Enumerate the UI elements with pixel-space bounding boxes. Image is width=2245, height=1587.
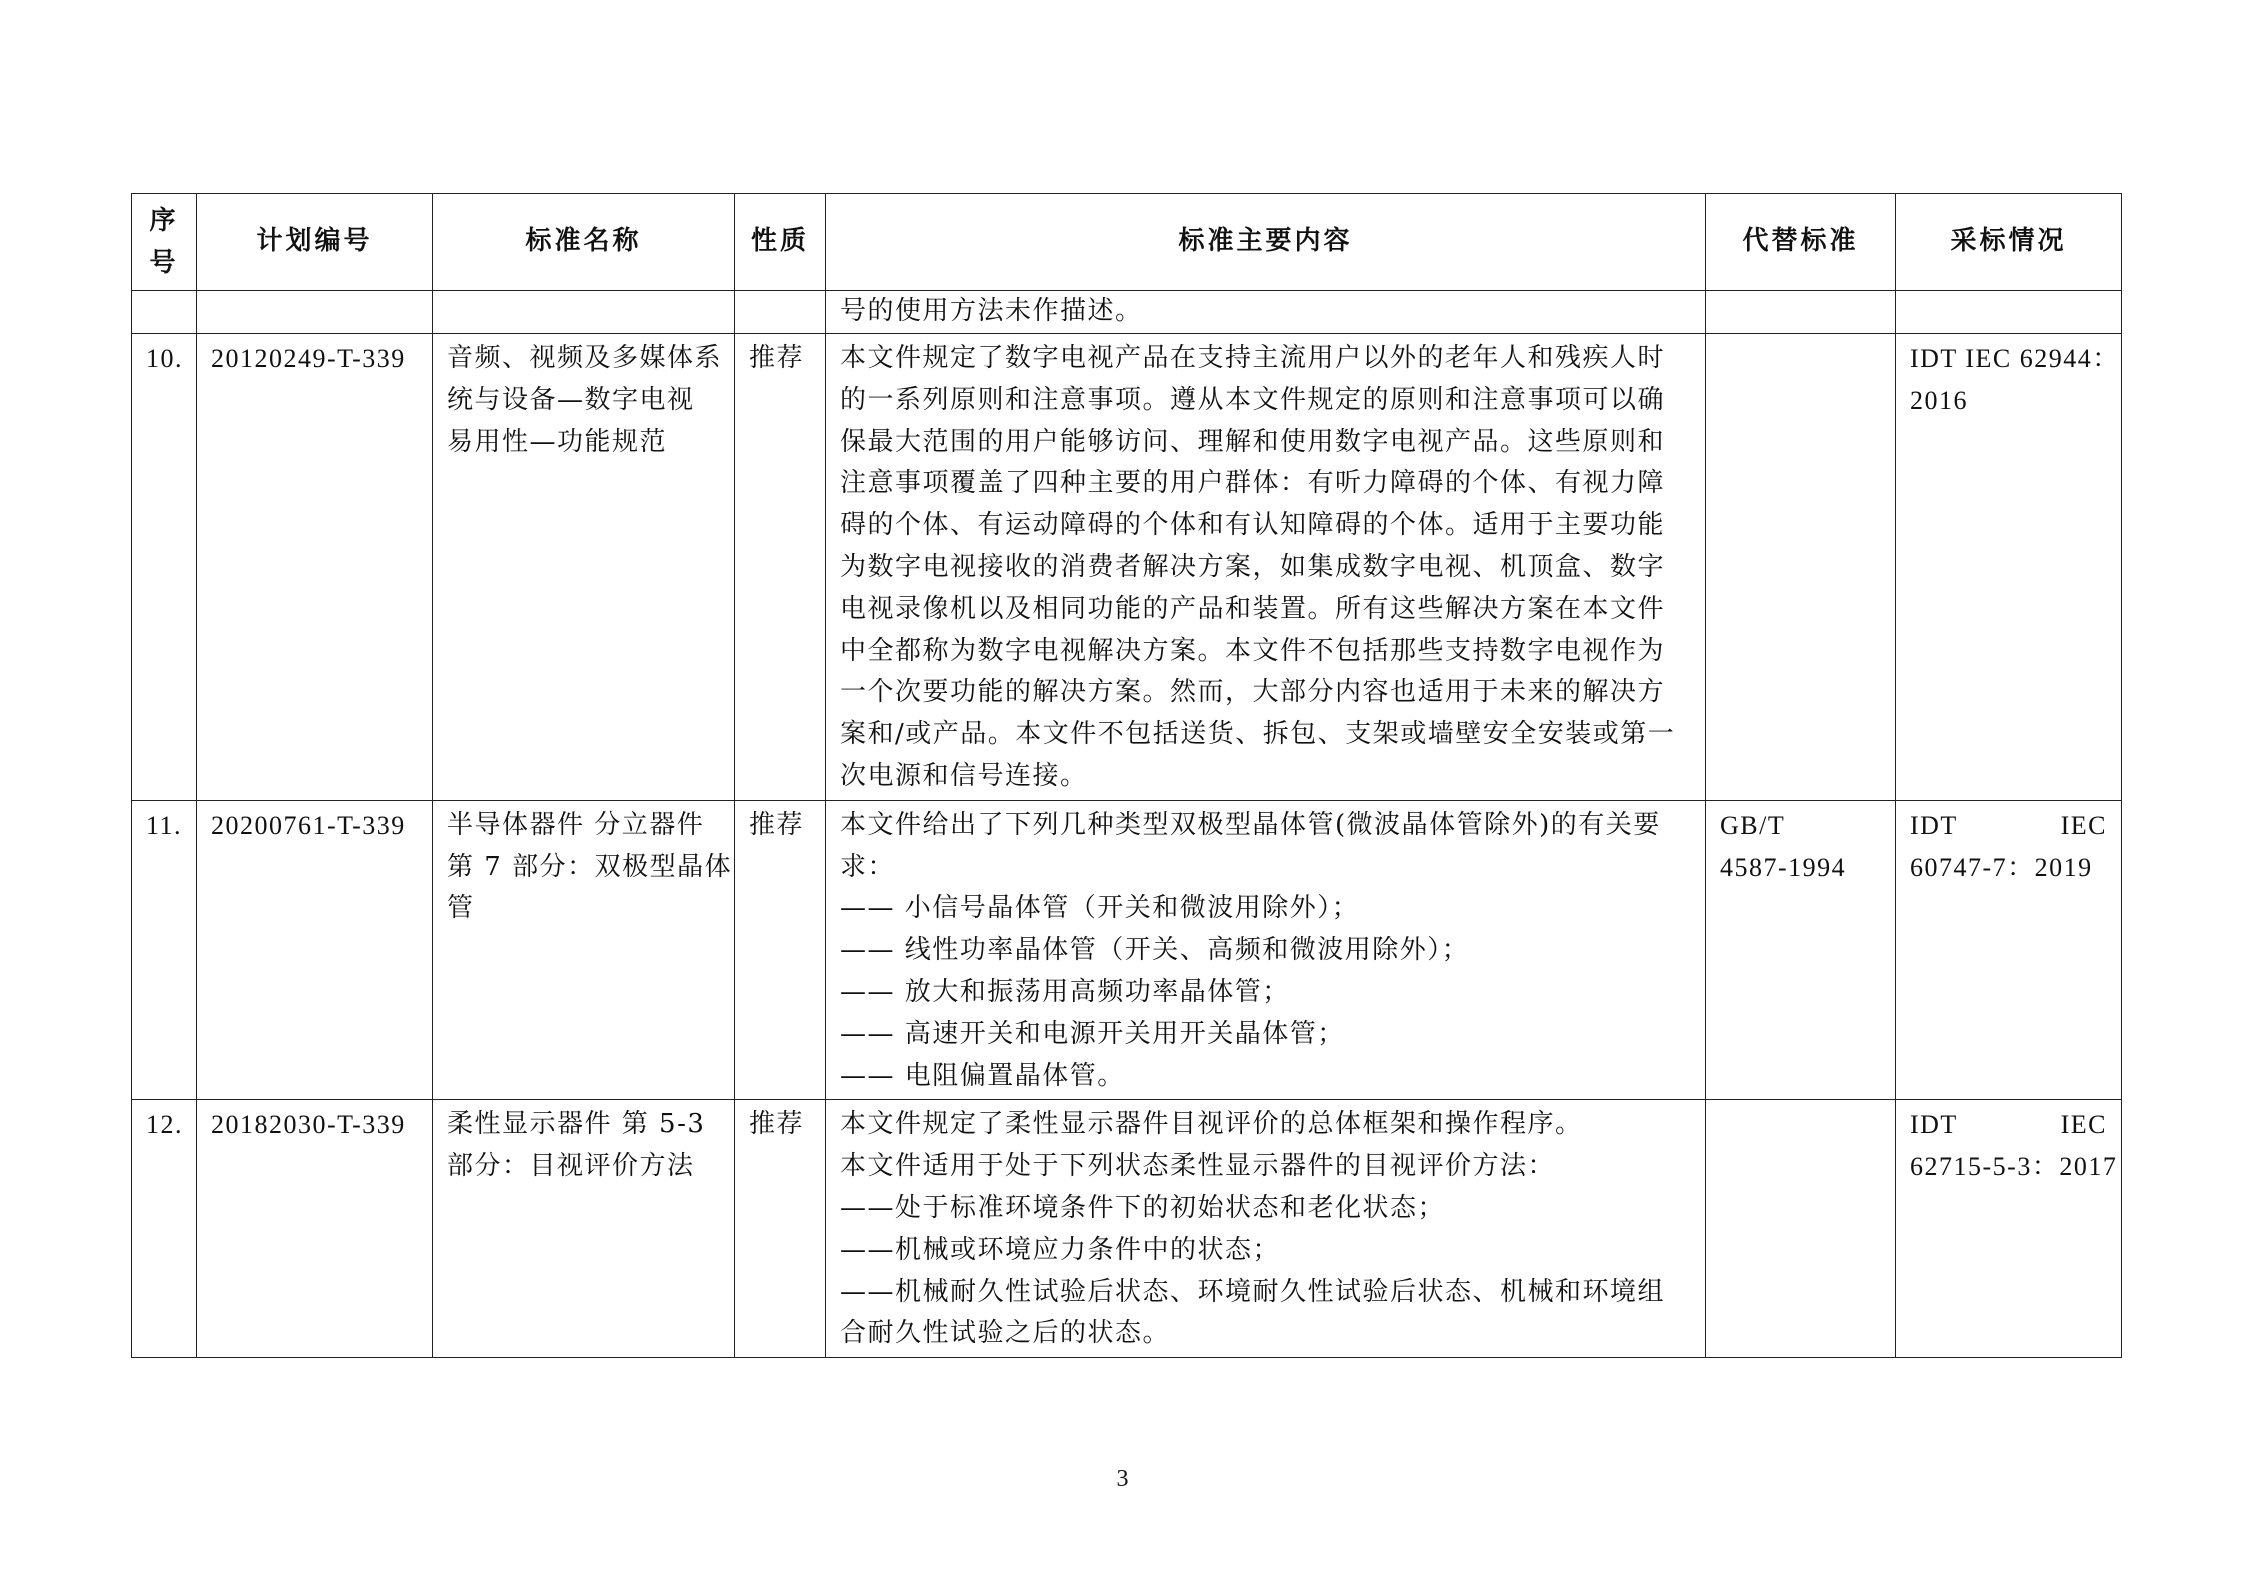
header-adoption: 采标情况 xyxy=(1896,194,2122,291)
table-row xyxy=(132,800,2122,1100)
cell-replaces xyxy=(1706,334,1896,801)
cell-adoption-line xyxy=(1910,1104,2107,1146)
adoption-word: IEC xyxy=(2060,1110,2107,1140)
cell-replaces-line: 4587-1994 xyxy=(1720,852,1847,882)
cell-name-line: 柔性显示器件 第 5-3 xyxy=(447,1109,706,1140)
cell-content-line: 一个次要功能的解决方案。然而，大部分内容也适用于未来的解决方 xyxy=(840,677,1666,708)
cell-content-line: 求： xyxy=(840,851,896,882)
cell-seq: 12. xyxy=(132,1100,197,1358)
cell-plan-no: 20200761-T-339 xyxy=(197,800,433,1100)
cell-content-line: ——机械或环境应力条件中的状态； xyxy=(840,1234,1281,1265)
cell-content-line: 本文件规定了柔性显示器件目视评价的总体框架和操作程序。 xyxy=(840,1109,1583,1140)
cell-seq: 11. xyxy=(132,800,197,1100)
table-row xyxy=(132,1100,2122,1358)
cell-content-line: —— 电阻偏置晶体管。 xyxy=(840,1060,1125,1091)
header-seq xyxy=(132,194,197,291)
adoption-word: IDT xyxy=(1910,810,1958,840)
cell-name-line: 第 7 部分：双极型晶体 xyxy=(447,851,733,882)
cell-content-line: 本文件适用于处于下列状态柔性显示器件的目视评价方法： xyxy=(840,1151,1556,1182)
page-number: 3 xyxy=(1116,1466,1129,1492)
cell-name xyxy=(433,334,735,801)
cell-seq: 10. xyxy=(132,334,197,801)
table-body xyxy=(132,291,2122,1358)
cell-name-line: 管 xyxy=(447,893,475,924)
cell-adoption xyxy=(1896,291,2122,334)
cell-adoption-line: 60747-7：2019 xyxy=(1910,852,2093,882)
cell-content-line: 案和/或产品。本文件不包括送货、拆包、支架或墙壁安全安装或第一 xyxy=(840,719,1676,750)
cell-content-line: 注意事项覆盖了四种主要的用户群体：有听力障碍的个体、有视力障 xyxy=(840,468,1666,499)
cell-content-line: 电视录像机以及相同功能的产品和装置。所有这些解决方案在本文件 xyxy=(840,593,1666,624)
cell-content: 号的使用方法未作描述。 xyxy=(826,291,1706,334)
cell-name xyxy=(433,800,735,1100)
cell-content-line: 中全都称为数字电视解决方案。本文件不包括那些支持数字电视作为 xyxy=(840,635,1666,666)
cell-content xyxy=(826,334,1706,801)
cell-name xyxy=(433,1100,735,1358)
adoption-word: IEC xyxy=(2060,810,2107,840)
cell-plan-no: 20120249-T-339 xyxy=(197,334,433,801)
cell-name-line: 音频、视频及多媒体系 xyxy=(447,343,723,373)
header-plan-no: 计划编号 xyxy=(197,194,433,291)
cell-plan-no: 20182030-T-339 xyxy=(197,1100,433,1358)
cell-content-line: 保最大范围的用户能够访问、理解和使用数字电视产品。这些原则和 xyxy=(840,426,1666,457)
cell-name-line: 统与设备—数字电视 xyxy=(447,384,695,415)
header-seq-char-2: 号 xyxy=(149,248,179,278)
cell-content xyxy=(826,1100,1706,1358)
header-content: 标准主要内容 xyxy=(826,194,1706,291)
cell-content-line: —— 放大和振荡用高频功率晶体管； xyxy=(840,976,1290,1007)
cell-content-line: 合耐久性试验之后的状态。 xyxy=(840,1318,1171,1349)
cell-adoption xyxy=(1896,1100,2122,1358)
header-name: 标准名称 xyxy=(433,194,735,291)
cell-content-line: 为数字电视接收的消费者解决方案，如集成数字电视、机顶盒、数字 xyxy=(840,551,1666,582)
cell-content-line: —— 高速开关和电源开关用开关晶体管； xyxy=(840,1018,1345,1049)
header-row xyxy=(132,194,2122,291)
header-nature: 性质 xyxy=(735,194,826,291)
cell-adoption xyxy=(1896,800,2122,1100)
cell-replaces-line: GB/T xyxy=(1720,810,1786,840)
cell-name-line: 半导体器件 分立器件 xyxy=(447,809,705,840)
cell-seq xyxy=(132,291,197,334)
cell-plan-no xyxy=(197,291,433,334)
cell-content-line: ——机械耐久性试验后状态、环境耐久性试验后状态、机械和环境组 xyxy=(840,1276,1666,1307)
cell-content-line: —— 小信号晶体管（开关和微波用除外）； xyxy=(840,893,1360,924)
cell-nature: 推荐 xyxy=(735,800,826,1100)
cell-nature: 推荐 xyxy=(735,334,826,801)
cell-name-line: 部分：目视评价方法 xyxy=(447,1151,695,1182)
header-seq-char-1: 序 xyxy=(149,206,179,236)
cell-adoption-line: 62715-5-3：2017 xyxy=(1910,1152,2118,1182)
cell-replaces xyxy=(1706,1100,1896,1358)
adoption-word: IDT xyxy=(1910,1110,1958,1140)
standards-table xyxy=(131,193,2122,1358)
cell-content-line: ——处于标准环境条件下的初始状态和老化状态； xyxy=(840,1192,1446,1223)
cell-content xyxy=(826,800,1706,1100)
cell-replaces xyxy=(1706,800,1896,1100)
cell-replaces xyxy=(1706,291,1896,334)
cell-name-line: 易用性—功能规范 xyxy=(447,426,668,457)
continuation-row xyxy=(132,291,2122,334)
cell-content-line: —— 线性功率晶体管（开关、高频和微波用除外）； xyxy=(840,935,1470,966)
header-replaces: 代替标准 xyxy=(1706,194,1896,291)
table-row xyxy=(132,334,2122,801)
cell-adoption-line: 2016 xyxy=(1910,385,1968,415)
cell-content-line: 的一系列原则和注意事项。遵从本文件规定的原则和注意事项可以确 xyxy=(840,384,1666,415)
cell-adoption-line xyxy=(1910,805,2107,847)
cell-adoption-line: IDT IEC 62944： xyxy=(1910,344,2120,373)
cell-content-line: 本文件给出了下列几种类型双极型晶体管(微波晶体管除外)的有关要 xyxy=(840,809,1661,840)
cell-content-line: 碍的个体、有运动障碍的个体和有认知障碍的个体。适用于主要功能 xyxy=(840,510,1666,541)
cell-content-line: 次电源和信号连接。 xyxy=(840,760,1088,791)
cell-content-line: 本文件规定了数字电视产品在支持主流用户以外的老年人和残疾人时 xyxy=(840,343,1666,373)
cell-nature xyxy=(735,291,826,334)
cell-adoption xyxy=(1896,334,2122,801)
cell-name xyxy=(433,291,735,334)
cell-nature: 推荐 xyxy=(735,1100,826,1358)
